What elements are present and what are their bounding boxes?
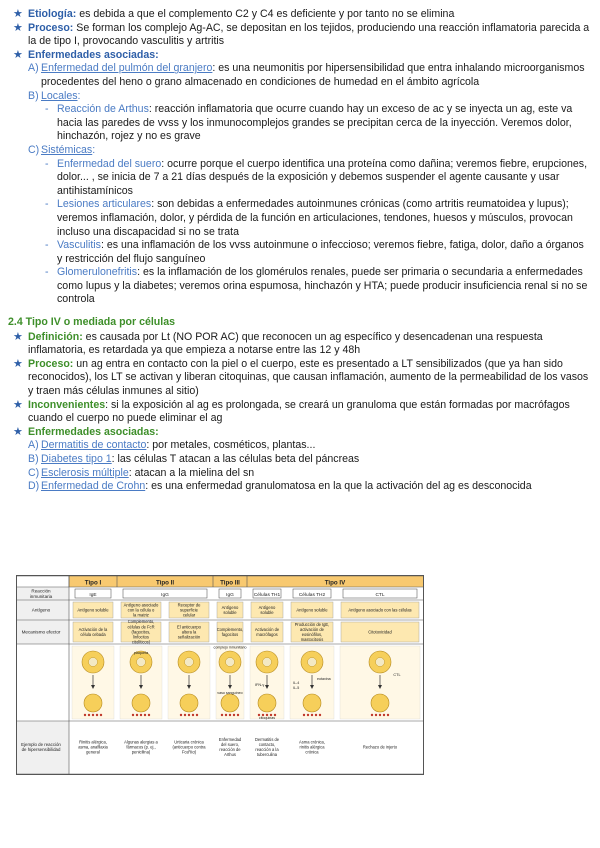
definicion-paragraph bbox=[0, 331, 600, 358]
locales-link: Locales bbox=[41, 89, 78, 102]
inconvenientes-label: Inconvenientes bbox=[28, 398, 106, 411]
example-value: Arthus bbox=[224, 752, 236, 758]
example-value: rinitis alérgica bbox=[299, 744, 325, 750]
star-bullet-icon: ★ bbox=[13, 8, 23, 20]
list-item bbox=[0, 103, 600, 144]
list-item bbox=[0, 239, 600, 266]
nucleus-shape bbox=[226, 658, 235, 667]
cell-shape bbox=[258, 694, 276, 712]
star-bullet-icon: ★ bbox=[13, 425, 23, 438]
granule-dot bbox=[140, 714, 142, 716]
example-value: Rechazo de injerto bbox=[362, 744, 398, 750]
antigen-value: Antígeno asociado bbox=[123, 602, 159, 608]
row-label: Ejemplo de reacción bbox=[21, 741, 61, 747]
table-header: Tipo III bbox=[220, 579, 240, 587]
lesiones-label: Lesiones articulares bbox=[57, 198, 152, 211]
nucleus-shape bbox=[376, 658, 385, 667]
hypersensitivity-table-figure bbox=[17, 576, 423, 774]
etiologia-paragraph bbox=[0, 8, 600, 22]
effector-value: (fagocitos, bbox=[131, 629, 151, 635]
granule-dot bbox=[88, 714, 90, 716]
table-header: Tipo I bbox=[84, 579, 102, 587]
example-value: Urticaria crónica bbox=[174, 739, 204, 745]
granule-dot bbox=[307, 714, 309, 716]
dash-bullet: - bbox=[45, 239, 49, 252]
granule-dot bbox=[144, 714, 146, 716]
diagram-label: IFN-γ bbox=[255, 683, 265, 687]
list-item bbox=[0, 467, 600, 481]
dash-bullet: - bbox=[45, 266, 49, 279]
diagram-label: complejo inmunitario bbox=[213, 645, 247, 650]
granule-dot bbox=[148, 714, 150, 716]
enfermedades-heading bbox=[0, 49, 600, 63]
example-value: fármacos (p. ej., bbox=[126, 744, 156, 750]
effector-value: células de FcR bbox=[127, 624, 155, 630]
example-value: Rinitis alérgica, bbox=[79, 739, 107, 745]
crohn-link: Enfermedad de Crohn bbox=[41, 480, 146, 493]
definicion-text: es causada por Lt (NO POR AC) que reconocen un ag específico y desencadenan una respuesta inflamatoria, es retardada ya que empieza a notarse entre las 12 y 48h bbox=[28, 330, 543, 357]
crohn-text: : es una enfermedad granulomatosa en la que la activación del ag es desconocida bbox=[145, 480, 532, 493]
row-label: Mecanismo efector bbox=[21, 629, 61, 635]
arthus-label: Reacción de Arthus bbox=[57, 103, 149, 116]
list-item bbox=[0, 198, 600, 239]
antigen-value: celular bbox=[182, 612, 196, 618]
diabetes-link: Diabetes tipo 1 bbox=[41, 453, 112, 465]
effector-value: fagocitos bbox=[221, 631, 239, 637]
document-page bbox=[0, 8, 600, 494]
effector-value: macrófagos bbox=[256, 631, 278, 637]
granule-dot bbox=[379, 714, 381, 716]
effector-value: El anticuerpo bbox=[177, 624, 201, 630]
diagram-label: citoquinas bbox=[258, 716, 276, 720]
list-letter: B) bbox=[28, 453, 39, 465]
granule-dot bbox=[84, 714, 86, 716]
effector-value: célula cebada bbox=[80, 631, 106, 637]
arthus-text: : reacción inflamatoria que ocurre cuando hay un exceso de ac y se inyecta un ag, este va hacia las paredes de vvss y los inmunocomplejos grandes se precipitan cerca de la inyección. Veremos dolor, hinchazón, rojez y no es grave bbox=[57, 103, 573, 143]
glomerulonefritis-text: : es la inflamación de los glomérulos renales, puede ser primaria o secundaria a enfermedades como lupus y la diabetes; veremos orina espumosa, hinchazón y HTA; puede producir insuficiencia renal si no se controla bbox=[57, 266, 588, 306]
proceso-text: un ag entra en contacto con la piel o el cuerpo, este es presentado a LT sensibilizados (que ya han sido reconocidos), los LT se activan y liberan citoquinas, que causan inflamación, aumento de la permeabilidad de los vasos y traen más células inmunes al sitio) bbox=[28, 357, 589, 398]
nucleus-shape bbox=[89, 658, 98, 667]
antigen-value: Receptor de bbox=[177, 602, 201, 608]
effector-value: eosinófilos, bbox=[301, 631, 323, 637]
table-header: Tipo II bbox=[155, 579, 175, 587]
antigen-value: Antígeno bbox=[258, 604, 276, 610]
nucleus-shape bbox=[263, 658, 272, 667]
diabetes-text: : las células T atacan a las células beta del páncreas bbox=[111, 453, 360, 465]
granule-dot bbox=[375, 714, 377, 716]
example-value: Dermatitis de bbox=[254, 736, 280, 742]
effector-value: Activación de la bbox=[78, 626, 108, 632]
effector-value: mastocitosis bbox=[300, 637, 324, 643]
list-item bbox=[0, 439, 600, 453]
list-letter: A) bbox=[28, 62, 39, 75]
list-item bbox=[0, 144, 600, 158]
antigen-value: Antígeno bbox=[221, 604, 239, 610]
antigen-value: Antígeno soluble bbox=[296, 607, 328, 613]
example-value: (anticuerpo contra bbox=[172, 744, 206, 750]
dash-bullet: - bbox=[45, 103, 49, 116]
example-value: reacción a la bbox=[255, 746, 279, 752]
enfermedades-label: Enfermedades asociadas: bbox=[28, 425, 159, 438]
effector-value: altera la bbox=[181, 629, 197, 635]
sistemicas-colon: : bbox=[92, 143, 96, 156]
hypersensitivity-table-image bbox=[16, 575, 424, 775]
immune-value: CTL bbox=[375, 592, 385, 598]
vasculitis-text: : es una inflamación de los vvss autoinmune o infeccioso; veremos fiebre, fatiga, dolor, daño a órganos y restricción del flujo sanguíneo bbox=[57, 239, 584, 265]
list-letter: C) bbox=[28, 466, 40, 479]
list-item bbox=[0, 158, 600, 199]
granule-dot bbox=[371, 714, 373, 716]
list-item bbox=[0, 62, 600, 89]
row-label: Antígeno bbox=[31, 607, 51, 613]
granule-dot bbox=[311, 714, 313, 716]
star-bullet-icon: ★ bbox=[13, 48, 23, 61]
inconvenientes-text: : si la exposición al ag es prolongada, se creará un granuloma que están formadas por macrófagos cuando el cuerpo no puede eliminar el ag bbox=[28, 398, 570, 425]
granule-dot bbox=[319, 714, 321, 716]
antigen-value: con la célula o bbox=[127, 607, 155, 613]
immune-value: Células TH2 bbox=[298, 592, 326, 598]
diagram-label: vaso sanguíneo bbox=[217, 691, 243, 695]
cell-shape bbox=[84, 694, 102, 712]
proceso-text: Se forman los complejo Ag-AC, se depositan en los tejidos, produciendo una reacción inflamatoria parecida a la de tipo I, provocando vasculitis y artritis bbox=[28, 21, 590, 48]
granule-dot bbox=[100, 714, 102, 716]
list-item bbox=[0, 480, 600, 494]
antigen-value: soluble bbox=[260, 610, 274, 616]
effector-value: Complemento, bbox=[127, 619, 155, 625]
definicion-label: Definición: bbox=[28, 330, 83, 343]
inconvenientes-paragraph bbox=[0, 399, 600, 426]
example-value: reacción de bbox=[219, 746, 241, 752]
proceso-paragraph bbox=[0, 358, 600, 399]
star-bullet-icon: ★ bbox=[13, 357, 23, 370]
esclerosis-text: : atacan a la mielina del sn bbox=[128, 466, 255, 479]
star-bullet-icon: ★ bbox=[13, 21, 23, 34]
locales-colon: : bbox=[77, 89, 81, 102]
granule-dot bbox=[315, 714, 317, 716]
suero-label: Enfermedad del suero bbox=[57, 157, 162, 170]
lesiones-text: : son debidas a enfermedades autoinmunes crónicas (como artritis reumatoidea y lupus); veremos inflamación, dolor, y pérdida de la función en articulaciones, tendones, huesos y músculos, provocan incluso una discapacidad si no se trata bbox=[57, 198, 573, 238]
row-label: inmunitaria bbox=[29, 593, 53, 599]
header-row-fill bbox=[69, 576, 423, 587]
proceso-label: Proceso: bbox=[28, 357, 74, 370]
granule-dot bbox=[221, 714, 223, 716]
granule-dot bbox=[192, 714, 194, 716]
diagram-label: IL-4 bbox=[293, 681, 300, 685]
cell-shape bbox=[180, 694, 198, 712]
granule-dot bbox=[184, 714, 186, 716]
suero-text: : ocurre porque el cuerpo identifica una proteína como dañina; veremos fiebre, erupciones, dolor... , se inicia de 7 a 21 días después de la exposición y debemos suspender el agente causante y usar antihistamínicos bbox=[57, 157, 588, 197]
granule-dot bbox=[233, 714, 235, 716]
example-value: FcεRIα) bbox=[181, 749, 197, 755]
dash-bullet: - bbox=[45, 157, 49, 170]
granule-dot bbox=[188, 714, 190, 716]
proceso-paragraph bbox=[0, 22, 600, 49]
diagram-label: IL-5 bbox=[293, 686, 300, 690]
example-value: asma, anafilaxia bbox=[78, 744, 108, 750]
section-title: 2.4 Tipo IV o mediada por células bbox=[8, 316, 176, 329]
list-letter: D) bbox=[28, 480, 40, 493]
granule-dot bbox=[136, 714, 138, 716]
pulmon-granjero-text: : es una neumonitis por hipersensibilidad que entra inhalando microorganismos procedentes del heno o grano almacenado en condiciones de humedad en el ámbito agrícola bbox=[41, 62, 585, 88]
dermatitis-text: : por metales, cosméticos, plantas... bbox=[146, 439, 316, 452]
list-letter: B) bbox=[28, 89, 39, 102]
immune-value: Células TH1 bbox=[253, 592, 281, 598]
granule-dot bbox=[96, 714, 98, 716]
diagram-label: plaqueta bbox=[133, 651, 149, 655]
example-value: crónica bbox=[305, 749, 319, 755]
row-label: Reacción bbox=[31, 588, 51, 594]
list-item bbox=[0, 266, 600, 307]
star-bullet-icon: ★ bbox=[13, 330, 23, 343]
etiologia-text: es debida a que el complemento C2 y C4 es deficiente y por tanto no se elimina bbox=[76, 8, 455, 20]
granule-dot bbox=[303, 714, 305, 716]
granule-dot bbox=[229, 714, 231, 716]
effector-value: Complemento, bbox=[216, 626, 244, 632]
granule-dot bbox=[132, 714, 134, 716]
example-value: Algunas alergias a bbox=[124, 739, 158, 745]
proceso-label: Proceso: bbox=[28, 21, 74, 34]
cell-shape bbox=[303, 694, 321, 712]
antigen-value: la matriz bbox=[133, 612, 149, 618]
cell-shape bbox=[132, 694, 150, 712]
example-value: contacto, bbox=[258, 741, 276, 747]
effector-value: señalización bbox=[177, 634, 201, 640]
antigen-value: soluble bbox=[223, 610, 237, 616]
effector-value: Producción de IgE, bbox=[294, 621, 330, 627]
effector-value: Activación de bbox=[254, 626, 280, 632]
star-bullet-icon: ★ bbox=[13, 398, 23, 411]
list-item bbox=[0, 90, 600, 104]
nucleus-shape bbox=[185, 658, 194, 667]
effector-value: linfocitos bbox=[133, 634, 149, 640]
example-value: Enfermedad bbox=[218, 736, 242, 742]
dermatitis-link: Dermatitis de contacto bbox=[41, 439, 147, 452]
example-value: general bbox=[86, 749, 100, 755]
dash-bullet: - bbox=[45, 198, 49, 211]
granule-dot bbox=[383, 714, 385, 716]
glomerulonefritis-label: Glomerulonefritis bbox=[57, 266, 138, 279]
table-header: Tipo IV bbox=[324, 579, 346, 587]
immune-value: IgE bbox=[89, 592, 97, 598]
granule-dot bbox=[92, 714, 94, 716]
nucleus-shape bbox=[308, 658, 317, 667]
row-label: de hipersensibilidad bbox=[21, 747, 61, 753]
diagram-label: eotaxina bbox=[317, 677, 331, 681]
etiologia-label: Etiología: bbox=[28, 8, 77, 20]
granule-dot bbox=[387, 714, 389, 716]
granule-dot bbox=[237, 714, 239, 716]
example-value: del suero, bbox=[221, 741, 239, 747]
antigen-value: Antígeno asociado con las células bbox=[348, 607, 412, 613]
list-letter: C) bbox=[28, 143, 40, 156]
granule-dot bbox=[196, 714, 198, 716]
cell-shape bbox=[221, 694, 239, 712]
pulmon-granjero-link: Enfermedad del pulmón del granjero bbox=[41, 62, 213, 75]
granule-dot bbox=[225, 714, 227, 716]
nucleus-shape bbox=[137, 658, 146, 667]
immune-value: IgG bbox=[161, 592, 169, 598]
diagram-label: CTL bbox=[393, 673, 401, 677]
list-letter: A) bbox=[28, 439, 39, 452]
example-value: penicilina) bbox=[131, 749, 151, 755]
granule-dot bbox=[180, 714, 182, 716]
example-value: Asma crónica, bbox=[299, 739, 325, 745]
effector-value: Citotoxicidad bbox=[368, 629, 392, 635]
list-item bbox=[0, 453, 600, 467]
antigen-value: Antígeno soluble bbox=[77, 607, 109, 613]
enfermedades-label: Enfermedades asociadas: bbox=[28, 48, 159, 61]
example-value: tuberculina bbox=[256, 752, 278, 758]
effector-value: activación de bbox=[300, 626, 324, 632]
antigen-value: superficie bbox=[180, 607, 198, 613]
cell-shape bbox=[371, 694, 389, 712]
esclerosis-link: Esclerosis múltiple bbox=[41, 466, 129, 479]
immune-value: IgG bbox=[226, 592, 234, 598]
sistemicas-link: Sistémicas bbox=[41, 143, 93, 156]
enfermedades-heading bbox=[0, 426, 600, 440]
effector-value: citolíticos) bbox=[131, 639, 151, 645]
vasculitis-label: Vasculitis bbox=[57, 239, 101, 252]
